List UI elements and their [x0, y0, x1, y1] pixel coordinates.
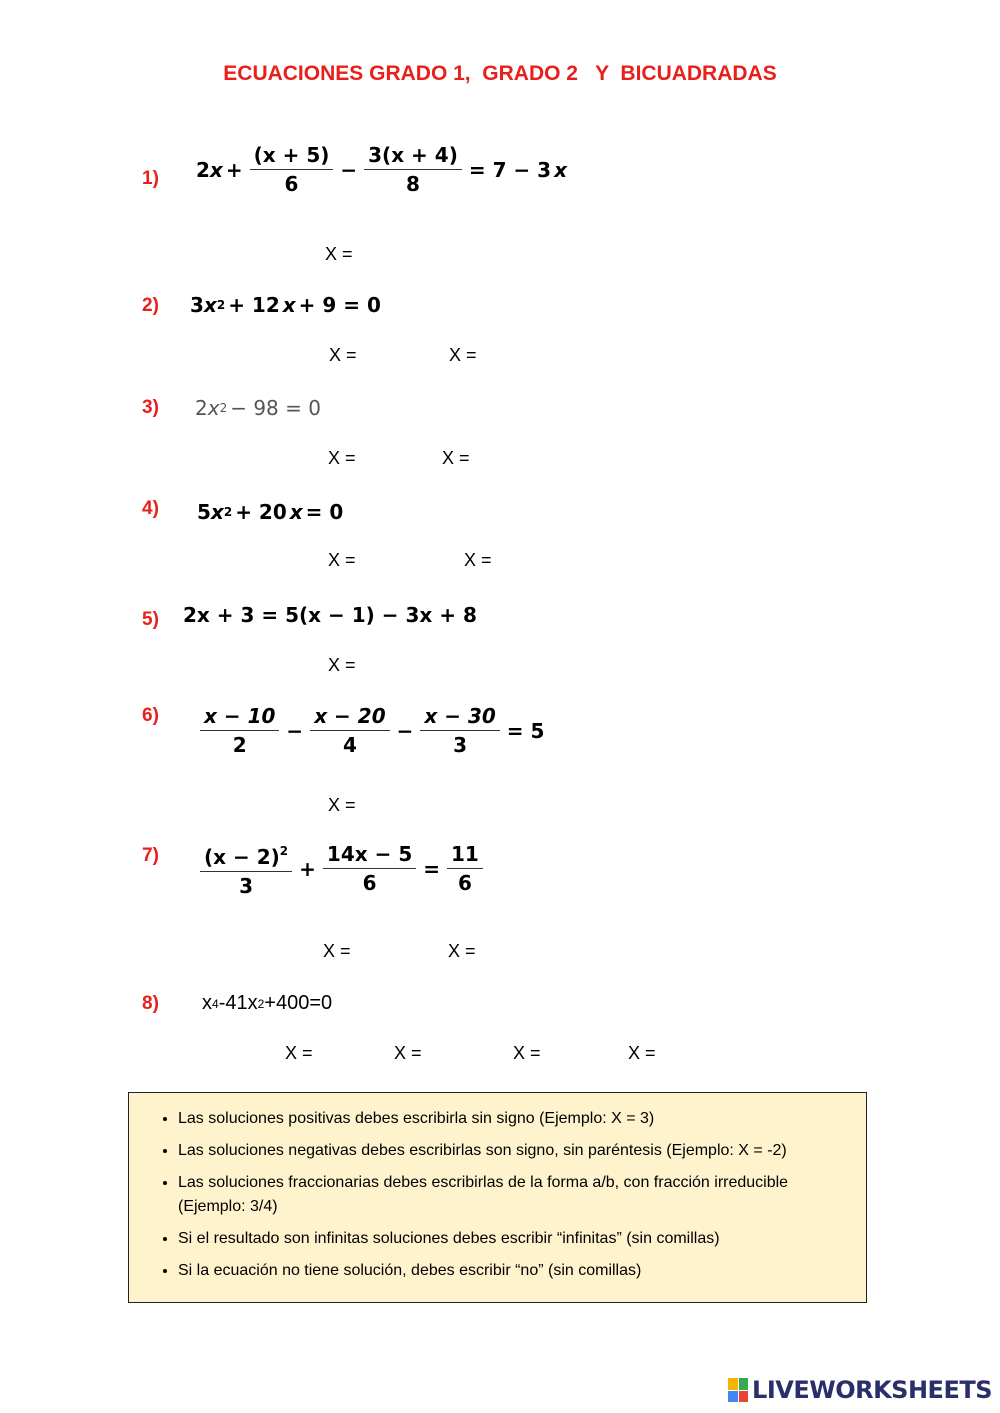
answer-input-3b[interactable]: X =: [442, 448, 470, 468]
instruction-item: • Las soluciones negativas debes escribirlas son signo, sin paréntesis (Ejemplo: X = -2): [178, 1139, 846, 1163]
question-number-8: 8): [142, 993, 159, 1014]
question-number-4: 4): [142, 498, 159, 519]
answer-input-1a[interactable]: X =: [325, 244, 353, 264]
instructions-list: [129, 1093, 866, 1283]
equation-1: 2 x + $\frac{(x + 5)}{6}$ − $\frac{3(x + 4)}{8}$ = 7 − 3 x: [196, 143, 567, 196]
question-number-6: 6): [142, 705, 159, 726]
answer-input-8b[interactable]: X =: [394, 1043, 422, 1063]
instruction-item: • Las soluciones fraccionarias debes escribirlas de la forma a/b, con fracción irreducible (Ejemplo: 3/4): [178, 1171, 846, 1219]
answer-input-8d[interactable]: X =: [628, 1043, 656, 1063]
answer-input-8a[interactable]: X =: [285, 1043, 313, 1063]
equation-7: $\frac{(x - 2)^2}{3}$ + $\frac{14x - 5}{6}$ = $\frac{11}{6}$: [196, 840, 487, 897]
instruction-item: • Las soluciones positivas debes escribirla sin signo (Ejemplo: X = 3): [178, 1107, 846, 1131]
worksheet-title: ECUACIONES GRADO 1, GRADO 2 Y BICUADRADAS: [223, 62, 777, 85]
question-number-1: 1): [142, 168, 159, 189]
equation-6: $\frac{x - 10}{2}$ − $\frac{x - 20}{4}$ − $\frac{x - 30}{3}$ = 5: [196, 705, 547, 756]
equation-3: 2 x 2 − 98 = 0: [195, 396, 321, 420]
answer-input-7b[interactable]: X =: [448, 941, 476, 961]
answer-input-4b[interactable]: X =: [464, 550, 492, 570]
question-number-2: 2): [142, 295, 159, 316]
instruction-item: • Si la ecuación no tiene solución, debes escribir “no” (sin comillas): [178, 1259, 846, 1283]
answer-input-2a[interactable]: X =: [329, 345, 357, 365]
question-number-5: 5): [142, 609, 159, 630]
answer-input-8c[interactable]: X =: [513, 1043, 541, 1063]
answer-input-3a[interactable]: X =: [328, 448, 356, 468]
question-number-7: 7): [142, 845, 159, 866]
answer-input-6a[interactable]: X =: [328, 795, 356, 815]
instruction-item: • Si el resultado son infinitas soluciones debes escribir “infinitas” (sin comillas): [178, 1227, 846, 1251]
answer-input-4a[interactable]: X =: [328, 550, 356, 570]
equation-4: 5 x 2 + 20 x = 0: [197, 500, 344, 524]
equation-5: 2x + 3 = 5(x − 1) − 3x + 8: [183, 603, 477, 627]
answer-input-2b[interactable]: X =: [449, 345, 477, 365]
logo-badge-icon: [728, 1378, 748, 1402]
answer-input-5a[interactable]: X =: [328, 655, 356, 675]
liveworksheets-logo: [728, 1376, 992, 1404]
equation-8: x 4 -41x 2 +400=0: [202, 992, 333, 1014]
instructions-box: [128, 1092, 867, 1303]
equation-2: 3 x 2 + 12 x + 9 = 0: [190, 293, 381, 317]
question-number-3: 3): [142, 397, 159, 418]
logo-text: LIVEWORKSHEETS: [752, 1376, 992, 1404]
answer-input-7a[interactable]: X =: [323, 941, 351, 961]
